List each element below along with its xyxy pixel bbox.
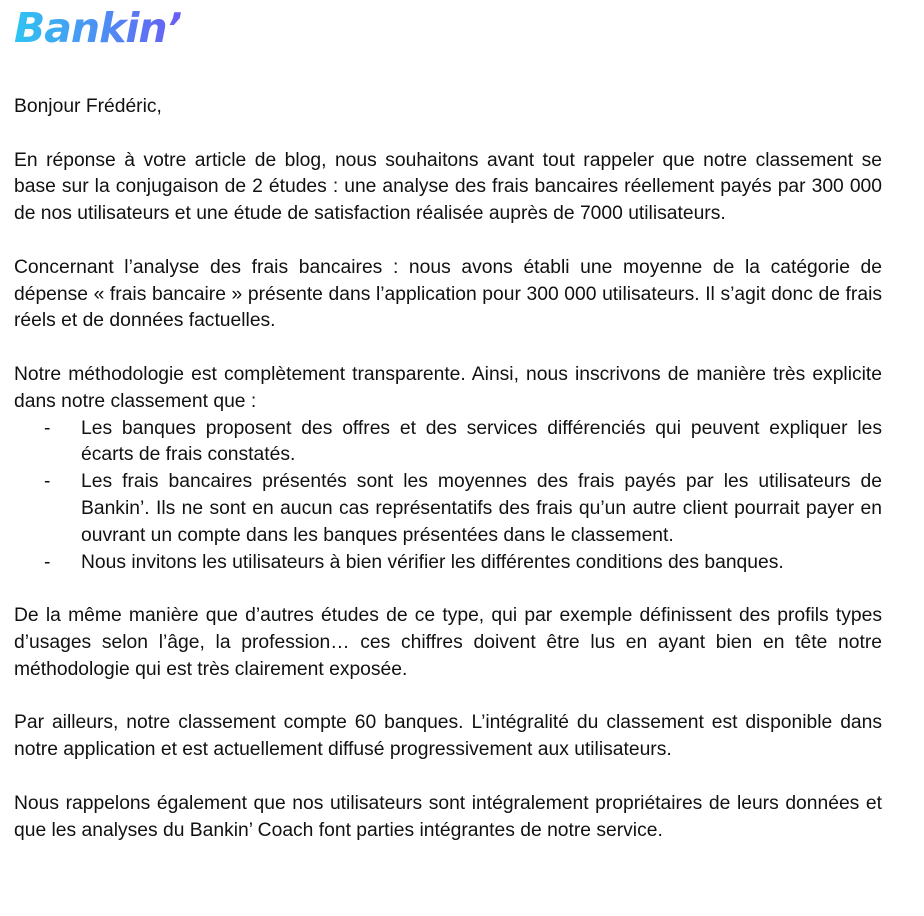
list-bullet: - [44,417,51,439]
list-bullet: - [44,551,51,573]
list-bullet: - [44,471,51,493]
paragraph-ranking-count: Par ailleurs, notre classement compte 60 banques. L’intégralité du classement est disponible dans notre application et est actuellement diffusé progressivement aux utilisateurs. [14,712,882,761]
list-item [14,469,882,549]
list-item-text: Nous invitons les utilisateurs à bien vérifier les différentes conditions des banques. [81,551,784,573]
bankin-logo [14,2,214,54]
methodology-list [14,416,882,577]
list-item-text: Les banques proposent des offres et des services différenciés qui peuvent expliquer les écarts de frais constatés. [81,417,882,466]
paragraph-studies: En réponse à votre article de blog, nous souhaitons avant tout rappeler que notre classement se base sur la conjugaison de 2 études : une analyse des frais bancaires réellement payés par 300 000 de nos utilisateurs et une étude de satisfaction réalisée auprès de 7000 utilisateurs. [14,149,882,225]
bankin-logo-text: Bankin’ [14,4,182,52]
paragraph-fees-analysis: Concernant l’analyse des frais bancaires : nous avons établi une moyenne de la catégorie de dépense « frais bancaire » présente dans l’application pour 300 000 utilisateurs. Il s’agit donc de frais réels et de données factuelles. [14,256,882,332]
greeting: Bonjour Frédéric, [14,96,162,117]
list-item-text: Les frais bancaires présentés sont les moyennes des frais payés par les utilisateurs de Bankin’. Ils ne sont en aucun cas représentatifs des frais qu’un autre client pourrait payer en ouvrant un compte dans les banques présentées dans le classement. [81,471,882,546]
paragraph-methodology: Notre méthodologie est complètement transparente. Ainsi, nous inscrivons de manière très explicite dans notre classement que : [14,363,882,412]
paragraph-data-ownership: Nous rappelons également que nos utilisateurs sont intégralement propriétaires de leurs données et que les analyses du Bankin’ Coach font parties intégrantes de notre service. [14,792,882,841]
paragraph-similar-studies: De la même manière que d’autres études de ce type, qui par exemple définissent des profils types d’usages selon l’âge, la profession… ces chiffres doivent être lus en ayant bien en tête notre méthodologie qui est très clairement exposée. [14,605,882,680]
bankin-logo-wordmark [14,2,214,54]
list-item [14,416,882,470]
list-item [14,550,882,577]
letter-body [14,94,882,844]
